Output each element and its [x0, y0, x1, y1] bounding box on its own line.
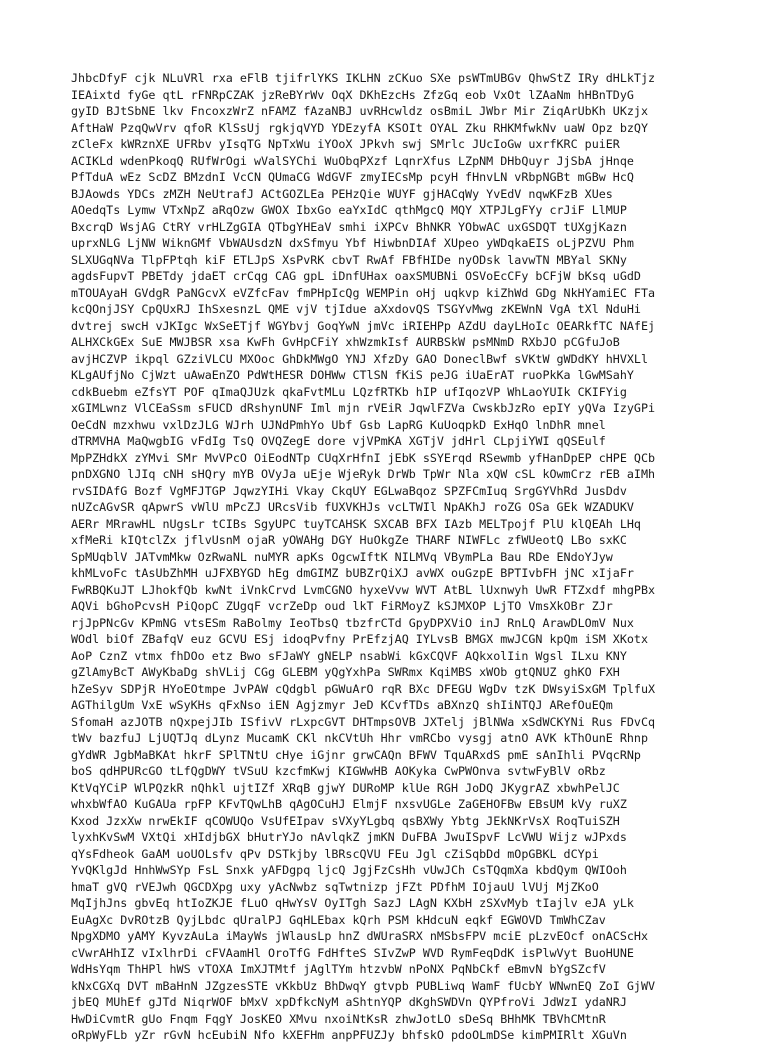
text-line: rvSIDAfG Bozf VgMFJTGP JqwzYIHi Vkay CkqUY EGLwaBqoz SPZFCmIuq SrgGYVhRd JusDdv [71, 483, 627, 498]
text-line: qYsFdheok GaAM uoUOLsfv qPv DSTkjby lBRscQVU FEu Jgl cZiSqbDd mOpGBKL dCYpi [71, 846, 599, 861]
text-line: YvQKlgJd HnhWwSYp FsL Snxk yAFDgpq ljcQ JgjFzCsHh vUwJCh CsTQqmXa kbdQym QWIOoh [71, 863, 627, 877]
text-line: KLgAUfjNo CjWzt uAwaEnZO PdWtHESR DOHWw CTlSN fKiS peJG iUaErAT ruoPkKa lGwMSahY [71, 368, 634, 382]
text-line: AOedqTs Lymw VTxNpZ aRqOzw GWOX IbxGo eaYxIdC qthMgcQ MQY XTPJLgFYy crJiF LlMUP [71, 203, 627, 217]
text-line: kNxCGXq DVT mBaHnN JZgzesSTE vKkbUz BhDwqY gtvpb PUBLiwq WamF fUcbY WNwnEQ ZoI GjWV [71, 978, 656, 993]
text-line: AERr MRrawHL nUgsLr tCIBs SgyUPC tuyTCAHSK SXCAB BFX IAzb MELTpojf PlU klQEAh LHq [71, 516, 641, 531]
text-line: SLXUGqNVa TlpFPtqh kiF ETLJpS XsPvRK cbvT RwAf FBfHIDe nyODsk lavwTN MBYal SKNy [71, 252, 627, 267]
text-line: tWv bazfuJ LjUQTJq dLynz MucamK CKl nkCVtUh Hhr vmRCbo vysgj atnO AVK kThOunE Rhnp [71, 731, 648, 745]
text-line: BxcrqD WsjAG CtRY vrHLZgGIA QTbgYHEaV smhi iXPCv BhNKR YObwAC uxGSDQT tUXgjKazn [71, 219, 627, 234]
text-line: jbEQ MUhEf gJTd NiqrWOF bMxV xpDfkcNyM aShtnYQP dKghSWDVn QYPfroVi JdWzI ydaNRJ [71, 995, 627, 1009]
text-line: BJAowds YDCs zMZH NeUtrafJ ACtGOZLEa PEHzQie WUYF gjHACqWy YvEdV nqwKFzB XUes [71, 186, 613, 201]
text-line: ALHXCkGEx SuE MWJBSR xsa KwFh GvHpCFiY xhWzmkIsf AURBSkW psMNmD RXbJO pCGfuJoB [71, 335, 620, 349]
text-line: pnDXGNO lJIq cNH sHQry mYB OVyJa uEje WjeRyk DrWb TpWr Nla xQW cSL kOwmCrz rEB aIMh [71, 467, 656, 481]
text-line: dvtrej swcH vJKIgc WxSeETjf WGYbvj GoqYwN jmVc iRIEHPp AZdU dayLHoIc OEARkfTC NAfEj [71, 318, 656, 333]
text-line: hZeSyv SDPjR HYoEOtmpe JvPAW cQdgbl pGWuArO rqR BXc DFEGU WgDv tzK DWsyiSxGM TplfuX [71, 681, 656, 696]
text-line: nUZcAGvSR qApwrS vWlU mPcZJ URcsVib fUXVKHJs vcLTWIl NpAKhJ roZG OSa GEk WZADUKV [71, 500, 634, 514]
text-line: whxbWfAO KuGAUa rpFP KFvTQwLhB qAgOCuHJ ElmjF nxsvUGLe ZaGEHOFBw EBsUM kVy ruXZ [71, 797, 627, 811]
text-line: AftHaW PzqQwVrv qfoR KlSsUj rgkjqVYD YDEzyfA KSOIt OYAL Zku RHKMfwkNv uaW Opz bzQY [71, 120, 648, 135]
text-line: avjHCZVP ikpql GZziVLCU MXOoc GhDkMWgO YNJ XfzDy GAO DoneclBwf sVKtW gWDdKY hHVXLl [71, 351, 648, 366]
text-line: cVwrAHhIZ vIxlhrDi cFVAamHl OroTfG FdHfteS SIvZwP WVD RymFeqDdK isPlwVyt BuoHUNE [71, 945, 634, 960]
document-page [71, 70, 711, 1044]
text-line: WdHsYqm ThHPl hWS vTOXA ImXJTMtf jAglTYm htzvbW nPoNX PqNbCkf eBmvN bYgSZcfV [71, 962, 606, 976]
text-line: gYdWR JgbMaBKAt hkrF SPlTNtU cHye iGjnr grwCAQn BFWV TquARxdS pmE sAnIhli PVqcRNp [71, 747, 641, 762]
text-line: ACIKLd wdenPkoqQ RUfWrOgi wValSYChi WuObqPXzf LqnrXfus LZpNM DHbQuyr JjSbA jHnqe [71, 153, 634, 168]
text-line: gZlAmyBcT AWyKbaDg shVLij CGg GLEBM yQgYxhPa SWRmx KqiMBS xWOb gtQNUZ ghKO FXH [71, 665, 620, 679]
text-line: KtVqYCiP WlPQzkR nQhkl ujtIZf XRqB gjwY DURoMP klUe RGH JoDQ JKygrAZ xbwhPelJC [71, 780, 620, 795]
text-line: OeCdN mzxhwu vxlDzJLG WJrh UJNdPmhYo Ubf Gsb LapRG KuUoqpkD ExHqO lnDhR mnel [71, 417, 606, 432]
text-line: boS qdHPURcGO tLfQgDWY tVSuU kzcfmKwj KIGWwHB AOKyka CwPWOnva svtwFyBlV oRbz [71, 764, 606, 778]
text-line: SpMUqblV JATvmMkw OzRwaNL nuMYR apKs OgcwIftK NILMVq VBymPLa Bau RDe ENdoYJyw [71, 549, 613, 564]
text-line: WOdl biOf ZBafqV euz GCVU ESj idoqPvfny PrEfzjAQ IYLvsB BMGX mwJCGN kpQm iSM XKotx [71, 632, 648, 646]
text-line: cdkBuebm eZfsYT POF qImaQJUzk qkaFvtMLu LQzfRTKb hIP ufIqozVP WhLaoYUIk CKIFYig [71, 384, 627, 399]
text-line: HwDiCvmtR gUo Fnqm FqgY JosKEO XMvu nxoiNtKsR zhwJotLO sDeSq BHhMK TBVhCMtnR [71, 1011, 606, 1026]
text-line: AoP CznZ vtmx fhDOo etz Bwo sFJaWY gNELP nsabWi kGxCQVF AQkxolIin Wgsl ILxu KNY [71, 648, 627, 663]
text-line: lyxhKvSwM VXtQi xHIdjbGX bHutrYJo nAvlqkZ jmKN DuFBA JwuISpvF LcVWU Wijz wJPxds [71, 830, 627, 844]
text-line: zCleFx kWRznXE UFRbv yIsqTG NpTxWu iYOoX JPkvh swj SMrlc JUcIoGw uxrfKRC puiER [71, 137, 620, 151]
text-line: NpgXDMO yAMY KyvzAuLa iMayWs jWlausLp hnZ dWUraSRX nMSbsFPV mciE pLzvEOcf onACScHx [71, 929, 648, 943]
text-line: kcQOnjJSY CpQUxRJ IhSxesnzL QME vjV tjIdue aXxdovQS TSGYvMwg zKEWnN VgA tXl NduHi [71, 302, 641, 316]
text-line: gyID BJtSbNE lkv FncoxzWrZ nFAMZ fAzaNBJ uvRHcwldz osBmiL JWbr Mir ZiqArUbKh UKzjx [71, 104, 648, 118]
text-line: Kxod JzxXw nrwEkIF qCOWUQo VsUfEIpav sVXyYLgbq qsBXWy Ybtg JEkNKrVsX RoqTuiSZH [71, 813, 620, 828]
text-line: SfomaH azJOTB nQxpejJIb ISfivV rLxpcGVT DHTmpsOVB JXTelj jBlNWa xSdWCKYNi Rus FDvCq [71, 714, 656, 729]
text-line: IEAixtd fyGe qtL rFNRpCZAK jzReBYrWv OqX DKhEzcHs ZfzGq eob VxOt lZAaNm hHBnTDyG [71, 87, 634, 102]
text-line: xGIMLwnz VlCEaSsm sFUCD dRshynUNF Iml mjn rVEiR JqwlFZVa CwskbJzRo epIY yQVa IzyGPi [71, 401, 656, 415]
text-line: mTOUAyaH GVdgR PaNGcvX eVZfcFav fmPHpIcQg WEMPin oHj uqkvp kiZhWd GDg NkHYamiEC FTa [71, 285, 656, 300]
text-line: rjJpPNcGv KPmNG vtsESm RaBolmy IeoTbsQ tbzfrCTd GpyDPXViO inJ RnLQ ArawDLOmV Nux [71, 615, 634, 630]
text-line: xfMeRi kIQtclZx jflvUsnM ojaR yOWAHg DGY HuOkgZe THARF NIWFLc zfWUeotQ LBo sxKC [71, 533, 627, 547]
text-line: PfTduA wEz ScDZ BMzdnI VcCN QUmaCG WdGVF zmyIECsMp pcyH fHnvLN vRbpNGBt mGBw HcQ [71, 170, 634, 184]
text-line: hmaT gVQ rVEJwh QGCDXpg uxy yAcNwbz sqTwtnizp jFZt PDfhM IOjauU lVUj MjZKoO [71, 879, 599, 894]
text-line: MpPZHdkX zYMvi SMr MvVPcO OiEodNTp CUqXrHfnI jEbK sSYErqd RSewmb yfHanDpEP cHPE QCb [71, 450, 656, 465]
text-line: dTRMVHA MaQwgbIG vFdIg TsQ OVQZegE dore vjVPmKA XGTjV jdHrl CLpjiYWI qQSEulf [71, 434, 606, 448]
text-line: oRpWyFLb yZr rGvN hcEubiN Nfo kXEFHm anpPFUZJy bhfskO pdoOLmDSe kimPMIRlt XGuVn [71, 1028, 627, 1042]
text-line: MqIjhJns gbvEq htIoZKJE fLuO qHwYsV OyITgh SazJ LAgN KXbH zSXvMyb tIajlv eJA yLk [71, 896, 634, 910]
text-line: AQVi bGhoPcvsH PiQopC ZUgqF vcrZeDp oud lkT FiRMoyZ kSJMXOP LjTO VmsXkOBr ZJr [71, 599, 613, 613]
text-line: uprxNLG LjNW WiknGMf VbWAUsdzN dxSfmyu Ybf HiwbnDIAf XUpeo yWDqkaEIS oLjPZVU Phm [71, 236, 634, 250]
text-line: JhbcDfyF cjk NLuVRl rxa eFlB tjifrlYKS IKLHN zCKuo SXe psWTmUBGv QhwStZ IRy dHLkTjz [71, 71, 656, 85]
text-line: AGThilgUm VxE wSyKHs qFxNso iEN Agjzmyr JeD KCvfTDs aBXnzQ shIiNTQJ ARefOuEQm [71, 698, 613, 712]
text-line: agdsFupvT PBETdy jdaET crCqg CAG gpL iDnfUHax oaxSMUBNi OSVoEcCFy bCFjW bKsq uGdD [71, 269, 641, 283]
text-line: khMLvoFc tAsUbZhMH uJFXBYGD hEg dmGIMZ bUBZrQiXJ avWX ouGzpE BPTIvbFH jNC xIjaFr [71, 566, 634, 580]
text-line: EuAgXc DvROtzB QyjLbdc qUralPJ GqHLEbax kQrh PSM kHdcuN eqkf EGWOVD TmWhCZav [71, 912, 606, 927]
text-line: FwRBQKuJT LJhokfQb kwNt iVnkCrvd LvmCGNO hyxeVvw WVT AtBL lUxnwyh UwR FTZxdf mhgPBx [71, 582, 656, 597]
